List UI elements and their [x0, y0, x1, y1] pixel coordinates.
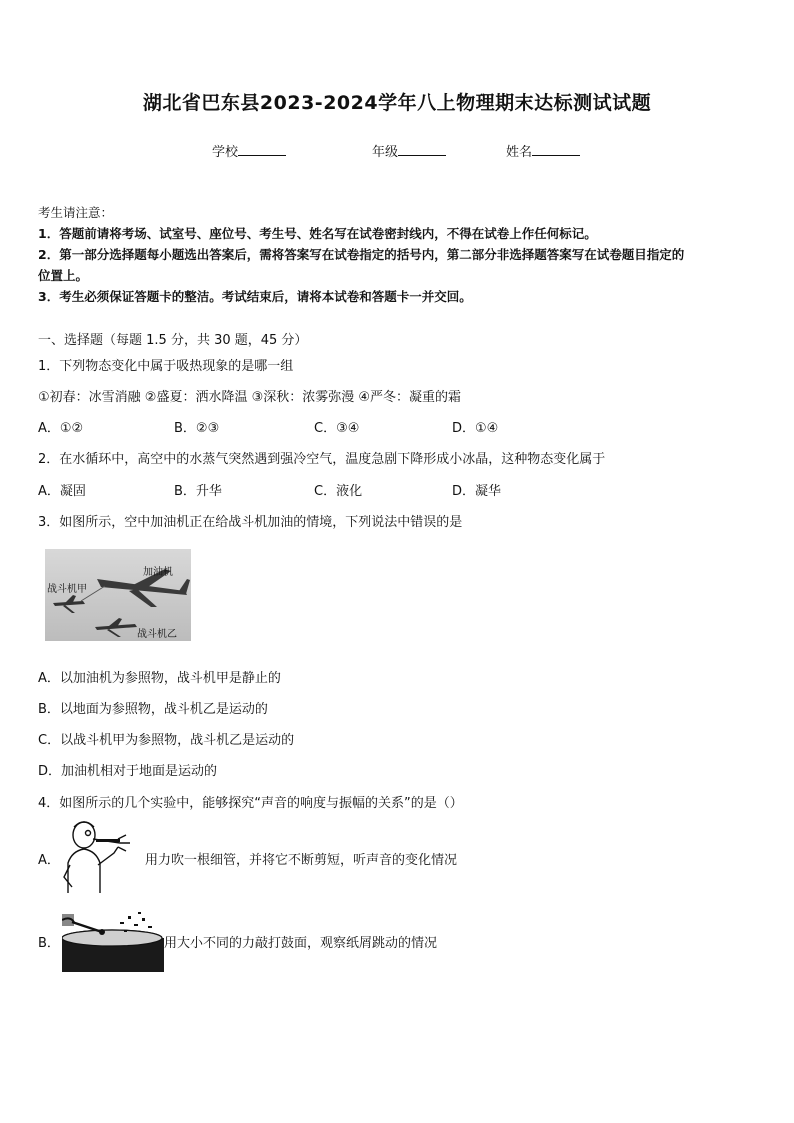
- q1-option-d: D．①④: [452, 421, 499, 436]
- q3-option-b: B．以地面为参照物，战斗机乙是运动的: [38, 702, 268, 717]
- fighter-b-label: 战斗机乙: [137, 629, 177, 640]
- refueling-illustration: [45, 549, 191, 641]
- fighter-a-label: 战斗机甲: [47, 584, 87, 595]
- grade-blank: [398, 143, 446, 156]
- name-blank: [532, 143, 580, 156]
- q4-stem: 4．如图所示的几个实验中，能够探究“声音的响度与振幅的关系”的是（）: [38, 796, 463, 811]
- q2-stem: 2．在水循环中，高空中的水蒸气突然遇到强冷空气，温度急剧下降形成小冰晶，这种物态变化属于: [38, 452, 606, 467]
- name-field: [506, 141, 580, 160]
- notice-item-2: 2．第一部分选择题每小题选出答案后，需将答案写在试卷指定的括号内，第二部分非选择题答案写在试卷题目指定的: [38, 247, 685, 262]
- q3-option-d: D．加油机相对于地面是运动的: [38, 764, 218, 779]
- school-blank: [238, 143, 286, 156]
- school-field: [212, 141, 286, 160]
- school-label: 学校: [212, 145, 239, 160]
- q1-option-b: B．②③: [174, 421, 220, 436]
- grade-label: 年级: [372, 145, 399, 160]
- section-heading: 一、选择题（每题 1.5 分，共 30 题，45 分）: [38, 333, 308, 348]
- q4-option-b-letter: B．: [38, 936, 60, 951]
- q1-stem: 1．下列物态变化中属于吸热现象的是哪一组: [38, 359, 294, 374]
- notice-item-1: 1．答题前请将考场、试室号、座位号、考生号、姓名写在试卷密封线内，不得在试卷上作任何标记。: [38, 226, 597, 241]
- notice-heading: 考生请注意：: [38, 205, 114, 220]
- q4-option-a-letter: A．: [38, 853, 60, 868]
- q3-option-c: C．以战斗机甲为参照物，战斗机乙是运动的: [38, 733, 295, 748]
- tanker-label: 加油机: [143, 567, 173, 578]
- q1-sub: ①初春：冰雪消融 ②盛夏：洒水降温 ③深秋：浓雾弥漫 ④严冬：凝重的霜: [38, 390, 462, 405]
- q2-option-a: A．凝固: [38, 484, 86, 499]
- notice-item-3: 3．考生必须保证答题卡的整洁。考试结束后，请将本试卷和答题卡一并交回。: [38, 289, 472, 304]
- page-title: 湖北省巴东县2023-2024学年八上物理期末达标测试试题: [142, 92, 652, 114]
- q2-option-d: D．凝华: [452, 484, 502, 499]
- q4-option-a-text: 用力吹一根细管，并将它不断剪短，听声音的变化情况: [145, 853, 458, 868]
- q1-option-a: A．①②: [38, 421, 84, 436]
- drum-experiment-figure: [62, 908, 164, 972]
- q2-option-c: C．液化: [314, 484, 363, 499]
- blowing-straw-person-icon: [60, 817, 144, 893]
- q2-option-b: B．升华: [174, 484, 222, 499]
- q3-stem: 3．如图所示，空中加油机正在给战斗机加油的情境，下列说法中错误的是: [38, 515, 463, 530]
- q3-option-a: A．以加油机为参照物，战斗机甲是静止的: [38, 671, 281, 686]
- straw-experiment-figure: [60, 817, 144, 893]
- drum-with-paper-bits-icon: [62, 908, 164, 972]
- notice-item-2-cont: 位置上。: [38, 268, 89, 283]
- refueling-figure: [45, 549, 191, 641]
- q1-option-c: C．③④: [314, 421, 360, 436]
- grade-field: [372, 141, 446, 160]
- name-label: 姓名: [506, 145, 533, 160]
- q4-option-b-text: 用大小不同的力敲打鼓面，观察纸屑跳动的情况: [164, 936, 438, 951]
